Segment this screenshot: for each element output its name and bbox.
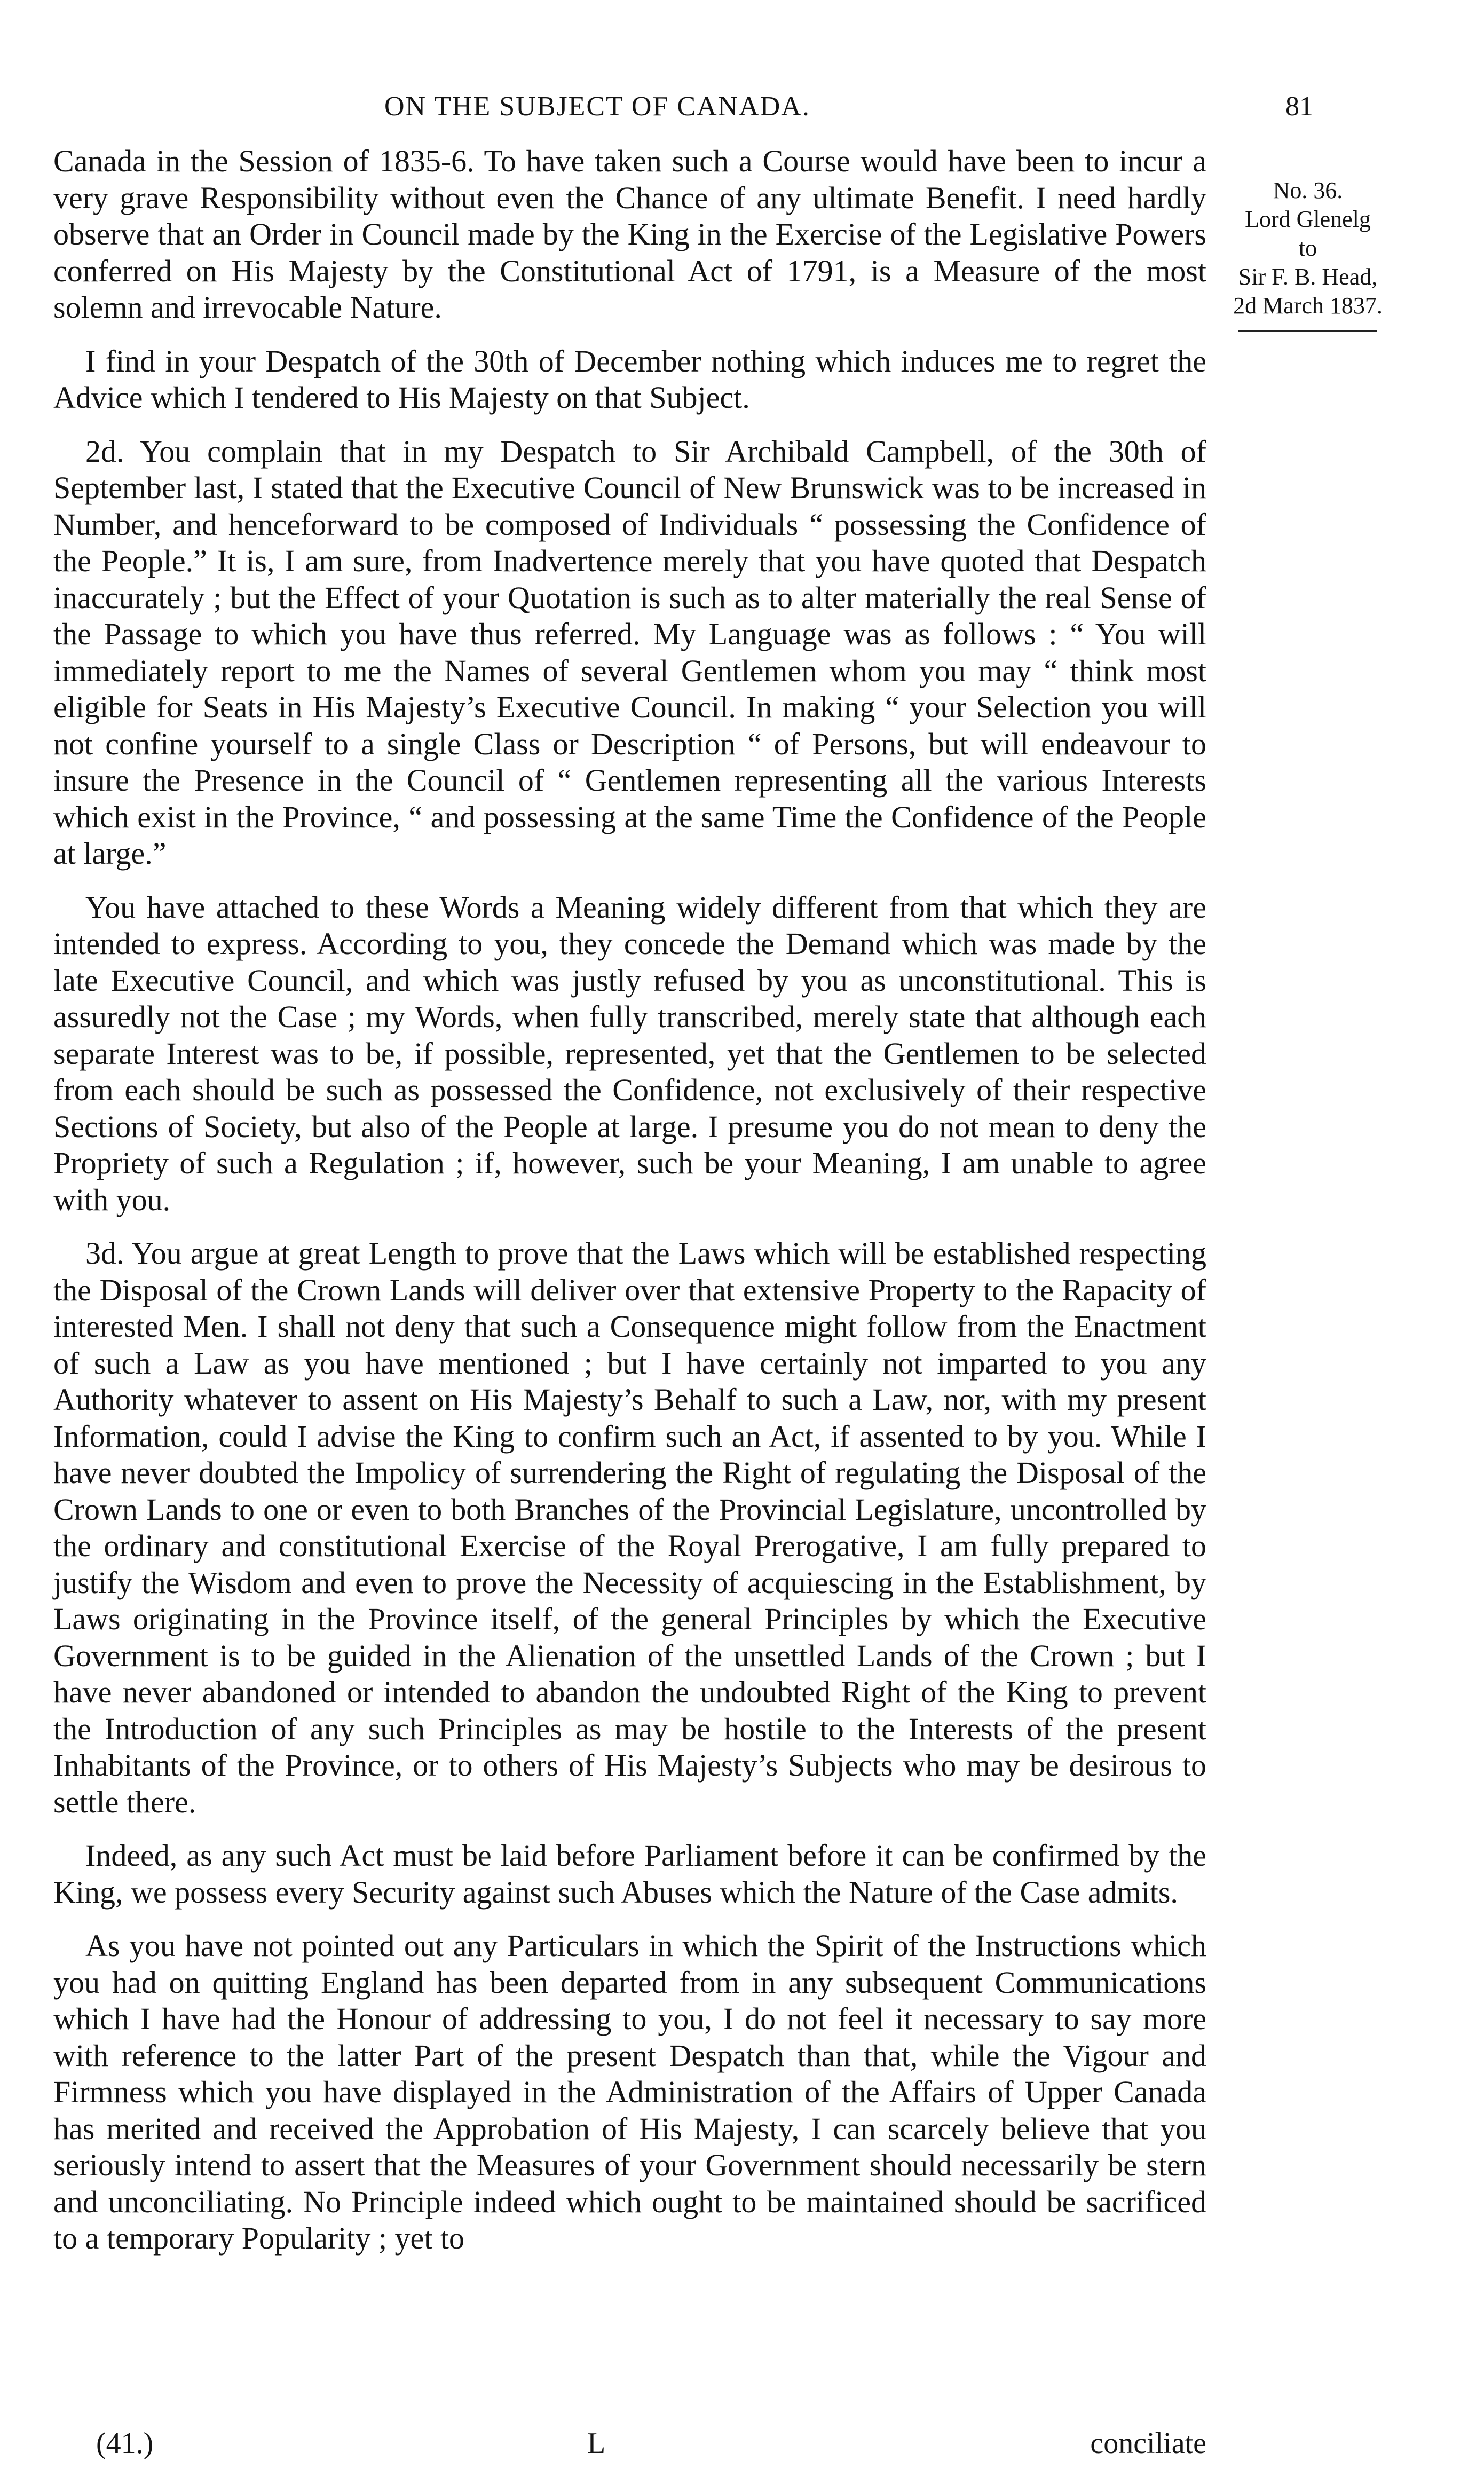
running-title: ON THE SUBJECT OF CANADA. <box>384 91 810 122</box>
despatch-sender: Lord Glenelg <box>1245 206 1371 232</box>
paragraph-parliament: Indeed, as any such Act must be laid before Parliament before it can be confirmed by the King, we possess every Security against such Abuses which the Nature of the Case admits. <box>53 1838 1206 1910</box>
marginal-note <box>1220 176 1396 332</box>
paragraph-second-point: 2d. You complain that in my Despatch to Sir Archibald Campbell, of the 30th of September last, I stated that the Executive Council of New Brunswick was to be increased in Number, and henceforward to be composed of Individuals “ possessing the Confidence of the People.” It is, I am sure, from Inadvertence merely that you have quoted that Despatch inaccurately ; but the Effect of your Quotation is such as to alter materially the real Sense of the Passage to which you have thus referred. My Language was as follows : “ You will immediately report to me the Names of several Gentlemen whom you may “ think most eligible for Seats in His Majesty’s Executive Council. In making “ your Selection you will not confine yourself to a single Class or Description “ of Persons, but will endeavour to insure the Presence in the Council of “ Gentlemen representing all the various Interests which exist in the Province, “ and possessing at the same Time the Confidence of the People at large.” <box>53 433 1206 871</box>
paragraph-meaning: You have attached to these Words a Meaning widely different from that which they are intended to express. According to you, they concede the Demand which was made by the late Executive Council, and which was justly refused by you as unconstitutional. This is assuredly not the Case ; my Words, when fully transcribed, merely state that although each separate Interest was to be, if possible, represented, yet that the Gentlemen to be selected from each should be such as possessed the Confidence, not exclusively of their respective Sections of Society, but also of the People at large. I presume you do not mean to deny the Propriety of such a Regulation ; if, however, such be your Meaning, I am unable to agree with you. <box>53 889 1206 1217</box>
despatch-date: 2d March 1837. <box>1233 293 1383 319</box>
body-text <box>53 143 1206 2274</box>
paragraph-third-point: 3d. You argue at great Length to prove that the Laws which will be established respecting the Disposal of the Crown Lands will deliver over that extensive Property to the Rapacity of interested Men. I shall not deny that such a Consequence might follow from the Enactment of such a Law as you have mentioned ; but I have certainly not imparted to you any Authority whatever to assent on His Majesty’s Behalf to such a Law, nor, with my present Information, could I advise the King to confirm such an Act, if assented to by you. While I have never doubted the Impolicy of surrendering the Right of regulating the Disposal of the Crown Lands to one or even to both Branches of the Provincial Legislature, uncontrolled by the ordinary and constitutional Exercise of the Royal Prerogative, I am fully prepared to justify the Wisdom and even to prove the Necessity of acquiescing in the Establishment, by Laws originating in the Province itself, of the general Principles by which the Executive Government is to be guided in the Alienation of the unsettled Lands of the Crown ; but I have never abandoned or intended to abandon the undoubted Right of the King to prevent the Introduction of any such Principles as may be hostile to the Interests of the present Inhabitants of the Province, or to others of His Majesty’s Subjects who may be desirous to settle there. <box>53 1236 1206 1819</box>
page-header <box>53 91 1313 133</box>
despatch-recipient: Sir F. B. Head, <box>1238 264 1378 290</box>
catchword: conciliate <box>1090 2427 1206 2460</box>
sheet-signature-letter: L <box>587 2427 606 2460</box>
page-footer <box>53 2426 1206 2469</box>
despatch-to: to <box>1298 235 1317 261</box>
page-number: 81 <box>1285 91 1313 122</box>
paragraph-despatch-reply: I find in your Despatch of the 30th of December nothing which induces me to regret the Advice which I tendered to His Majesty on that Subject. <box>53 343 1206 415</box>
marginal-note-rule <box>1238 330 1377 332</box>
paragraph-instructions: As you have not pointed out any Particulars in which the Spirit of the Instructions which you had on quitting England has been departed from in any subsequent Communications which I have had the Honour of addressing to you, I do not feel it necessary to say more with reference to the latter Part of the present Despatch than that, while the Vigour and Firmness which you have displayed in the Administration of the Affairs of Upper Canada has merited and received the Approbation of His Majesty, I can scarcely believe that you seriously intend to assert that the Measures of your Government should necessarily be stern and unconciliating. No Principle indeed which ought to be maintained should be sacrificed to a temporary Popularity ; yet to <box>53 1928 1206 2256</box>
despatch-number: No. 36. <box>1273 177 1343 203</box>
printer-signature: (41.) <box>96 2427 154 2460</box>
paragraph-continuation: Canada in the Session of 1835-6. To have taken such a Course would have been to incur a very grave Responsibility without even the Chance of any ultimate Benefit. I need hardly observe that an Order in Council made by the King in the Exercise of the Legislative Powers conferred on His Majesty by the Constitutional Act of 1791, is a Measure of the most solemn and irrevocable Nature. <box>53 144 1206 325</box>
